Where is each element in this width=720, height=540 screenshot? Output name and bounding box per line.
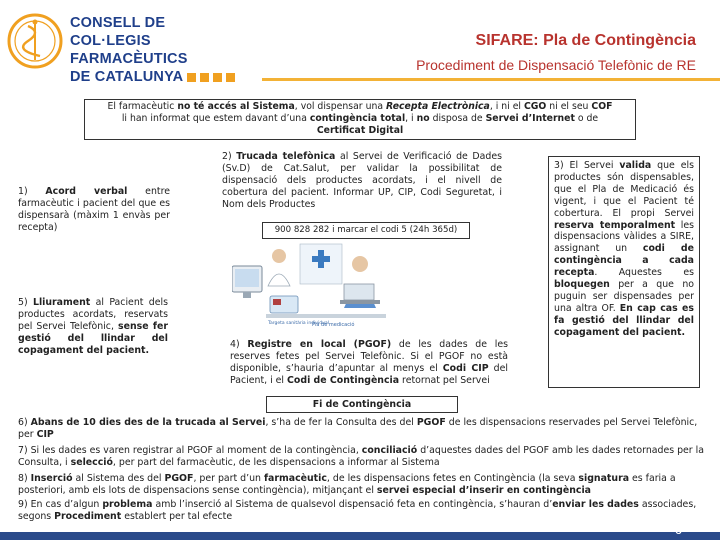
step-text: 2) [222,151,237,162]
intro-text: , i ni el [489,101,524,112]
step-text: al Servei de Verificació de Dades (Sv.D) de Cat.Salut, per validar la possibilitat de dispensació dels productes acordats, i el nivell de cobertura del pacient. Informar UP, CIP, Codi Seguretat, i Nom dels Productes [222,151,502,210]
step-text: Abans de 10 dies des de la trucada al Servei [30,417,266,428]
step-text: 6) [18,417,31,428]
intro-text: , i [405,113,417,124]
step-text: conciliació [361,445,418,456]
intro-text: Servei d’Internet [485,113,575,124]
step-text: Codi CIP [442,362,489,374]
step-text: sense fer gestió del llindar del copagament del pacient. [18,320,168,356]
step-text: establert per tal efecte [121,510,233,522]
page-number: 6 [674,522,682,537]
logo-line-1: CONSELL DE [70,15,166,31]
end-label: Fi de Contingència [312,399,412,410]
pharmacy-scene-illustration [232,242,394,332]
step-text: codi de contingència a cada recepta [554,243,695,279]
step-text: 1) [18,186,46,197]
logo [4,8,264,85]
step-text: valida [619,160,652,171]
step-7 [18,445,708,469]
step-text: del Pacient, i el [230,362,508,386]
intro-box [84,99,636,140]
intro-text: COF [591,101,613,112]
step-text: Procediment [54,510,122,522]
step-3-box [548,156,700,388]
step-text: . Aquestes es [594,267,694,279]
step-text: 8) [18,473,31,484]
page-subtitle: Procediment de Dispensació Telefònic de RE [416,57,696,73]
step-text: Trucada telefònica [236,151,336,162]
logo-line-3: DE CATALUNYA [70,69,184,85]
step-text: PGOF [164,473,194,484]
step-text: bloquegen [554,279,610,291]
step-text: selecció [70,456,113,468]
step-text: , de les dispensacions fetes en Contingència (la seva [326,473,579,484]
step-9 [18,499,708,523]
intro-text: o de [574,113,599,124]
step-text: signatura [578,473,630,484]
logo-line-2: COL·LEGIS FARMACÈUTICS [70,33,188,67]
step-text: 5) [18,297,33,308]
step-6 [18,417,708,441]
step-text: es faria a posteriori, amb els lots de dispensacions sense contingència), mitjançant el [18,473,676,496]
step-text: problema [102,499,153,510]
intro-text: disposa de [429,113,486,124]
step-text: , s’ha de fer la Consulta des del [265,417,417,428]
step-text: Registre en local (PGOF) [247,339,392,350]
step-text: farmacèutic [263,473,327,484]
step-text: retornat pel Servei [399,374,490,386]
step-text: En cap cas es fa gestió del llindar del copagament del pacient. [554,302,694,338]
step-text: reserva temporalment [554,219,676,231]
step-text: , per part d’un [193,473,264,484]
step-2 [222,151,502,211]
step-1 [18,186,170,234]
intro-text: CGO [523,101,547,112]
step-text: enviar les dades [552,499,639,510]
step-text: servei especial d’inserir en contingència [376,484,591,496]
step-4 [230,339,508,387]
step-text: 7) Si les dades es varen registrar al PGOF al moment de la contingència, [18,445,362,456]
end-of-contingency-box [266,396,458,413]
footer-band [0,532,720,540]
step-text: Acord verbal [45,186,128,197]
intro-text: Recepta Electrònica [386,101,490,112]
pharmacy-emblem-icon [6,12,64,70]
laptop-icon [340,300,380,304]
intro-text: ni el seu [546,101,592,112]
step-text: , per part del farmacèutic, de les dispensacions a informar al Sistema [112,456,440,468]
step-text: Codi de Contingència [287,374,400,386]
logo-dots [183,68,235,86]
step-text: al Sistema des del [72,473,165,484]
step-text: d’aquestes dades del PGOF amb les dades retornades per la Consulta, i [18,445,704,468]
step-text: CIP [36,428,54,440]
intro-text: no [416,113,430,124]
step-text: Inserció [30,473,73,484]
intro-text: El farmacèutic [107,101,178,112]
intro-text: contingència total [309,113,406,124]
intro-text: no té accés al Sistema [177,101,295,112]
plan-label: Pla de medicació [312,322,355,328]
step-text: associades, segons [18,499,697,522]
step-text: Lliurament [32,297,91,308]
step-text: amb l’inserció al Sistema de qualsevol dispensació feta en contingència, s’hauran d’ [152,499,553,510]
step-8 [18,473,708,497]
step-text: de les dispensacions reservades pel Servei Telefònic, per [18,417,698,440]
title-area [262,6,720,81]
step-text: per a que no puguin ser dispensades per una altra OF. [554,279,694,314]
page-title: SIFARE: Pla de Contingència [475,32,696,49]
step-text: al Pacient dels productes acordats, reservats pel Servei Telefònic, [18,297,168,332]
step-text: les dispensacions vàlides a SIRE, assignant un [554,219,694,255]
step-text: de les dades de les reserves fetes pel Servei Telefònic. Si el PGOF no està disponible, s’hauria d’apuntar al menys el [230,339,508,374]
phone-number: 900 828 282 i marcar el codi 5 (24h 365d) [274,225,458,235]
step-text: que els productes són dispensables, que el Pla de Medicació és vigent, i que el Pacient té cobertura. El propi Servei [554,160,694,219]
pharmacist-icon [272,249,286,263]
intro-text: , vol dispensar una [294,101,387,112]
step-text: entre farmacèutic i pacient del que es dispensarà (màxim 1 envàs per recepta) [18,186,170,233]
phone-box [262,222,470,239]
patient-icon [352,256,368,272]
intro-text: li han informat que estem davant d’una [121,113,310,124]
card-label: Targeta sanitària individual [268,321,329,326]
step-text: 4) [230,339,248,350]
step-text: 3) El Servei [554,160,620,171]
step-5 [18,297,168,357]
step-text: PGOF [416,417,446,428]
intro-text: Certificat Digital [316,125,404,136]
step-text: 9) En cas d’algun [18,499,103,510]
